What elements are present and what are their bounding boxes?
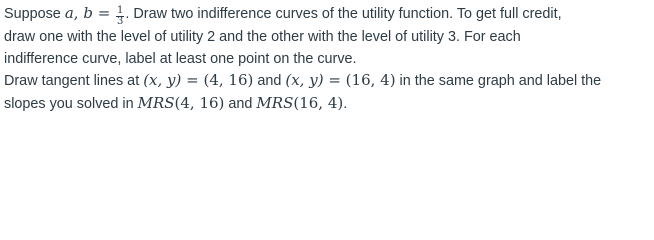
math-mrs-1-name: MRS [137, 93, 175, 112]
problem-line-1 [4, 3, 650, 27]
math-var-b: b [83, 4, 93, 22]
text-and-2: and [224, 95, 257, 112]
math-point-1-rhs: (4, 16) [203, 71, 254, 89]
math-point-2-lhs: (x, y) [285, 71, 324, 89]
problem-line-2: draw one with the level of utility 2 and the other with the level of utility 3. For each [4, 29, 521, 45]
math-mrs-1-arg: (4, 16) [174, 93, 225, 112]
text-slopes: slopes you solved in [4, 95, 138, 112]
math-point-1-lhs: (x, y) [143, 71, 182, 89]
text-same-graph: in the same graph and label the [395, 73, 602, 89]
fraction-one-third [116, 6, 124, 27]
math-point-2-equals: = [323, 71, 346, 89]
problem-line-5 [4, 93, 650, 116]
math-point-1-equals: = [181, 71, 204, 89]
math-equals: = [92, 4, 116, 22]
math-point-2-rhs: (16, 4) [345, 71, 396, 89]
fraction-denominator: 3 [117, 16, 124, 27]
math-mrs-2-name: MRS [256, 93, 294, 112]
text-and: and [253, 73, 286, 89]
text-period: . [343, 95, 348, 112]
text-draw-tangent: Draw tangent lines at [4, 73, 144, 89]
fraction-numerator: 1 [117, 5, 124, 16]
text-draw-two-curves: . Draw two indifference curves of the utility function. To get full credit, [125, 6, 562, 22]
problem-line-3: indifference curve, label at least one point on the curve. [4, 50, 357, 67]
math-mrs-2-arg: (16, 4) [293, 93, 344, 112]
math-comma: , [73, 4, 84, 22]
problem-line-4 [4, 70, 650, 93]
math-var-a: a [64, 4, 74, 22]
text-suppose: Suppose [4, 6, 65, 22]
